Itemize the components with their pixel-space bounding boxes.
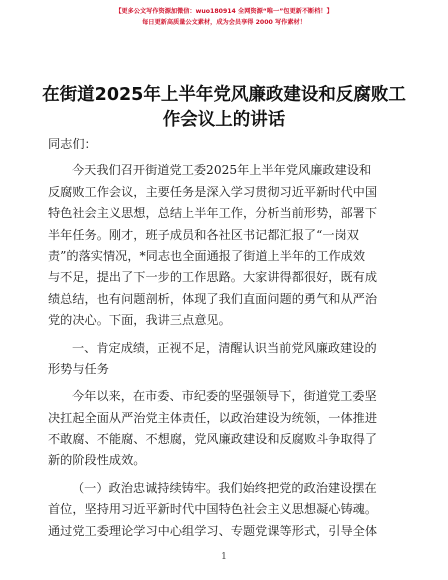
promo-banner-line-2: 每日更新高质量公文素材，成为会员享得 2000 写作素材！ [142,19,306,26]
paragraph-line: 绩总结，也有问题剖析，体现了我们直面问题的勇气和从严治 [48,291,378,306]
paragraph-line: 党的决心。下面，我讲三点意见。 [48,313,231,328]
paragraph-line: 与不足，提出了下一步的工作思路。大家讲得都很好，既有成 [48,270,378,285]
section-heading-line: 一、肯定成绩，正视不足，清醒认识当前党风廉政建设的 [72,340,377,355]
paragraph-line: 特色社会主义思想，总结上半年工作，分析当前形势，部署下 [48,206,378,221]
paragraph-line: 今年以来，在市委、市纪委的坚强领导下，街道党工委坚 [72,389,377,404]
paragraph-line: 今天我们召开街道党工委2025年上半年党风廉政建设和 [72,163,372,178]
paragraph-line: 通过党工委理论学习中心组学习、专题党课等形式，引导全体 [48,523,378,538]
paragraph-line: 首位，坚持用习近平新时代中国特色社会主义思想凝心铸魂。 [48,502,378,517]
section-heading-line: 形势与任务 [48,361,109,376]
paragraph-line: 不敢腐、不能腐、不想腐，党风廉政建设和反腐败斗争取得了 [48,432,378,447]
promo-banner-line-1: 【更多公文写作资源加微信：wuo180914 全网资源“唯一”包更新不断档！】 [115,8,333,15]
document-title [42,83,406,133]
paragraph-line: 决扛起全面从严治党主体责任，以政治建设为统领，一体推进 [48,410,378,425]
paragraph-line: （一）政治忠诚持续铸牢。我们始终把党的政治建设摆在 [72,480,377,495]
paragraph-line: 半年任务。刚才，班子成员和各社区书记都汇报了“一岗双 [48,227,359,242]
document-body [48,134,408,542]
title-line-2: 作会议上的讲话 [162,110,286,130]
page-number: 1 [221,552,227,562]
salutation: 同志们： [48,137,97,151]
promo-banner [0,6,448,28]
paragraph-line: 新的阶段性成效。 [48,453,146,468]
paragraph-line: 反腐败工作会议，主要任务是深入学习贯彻习近平新时代中国 [48,184,378,199]
paragraph-line: 责”的落实情况，*同志也全面通报了街道上半年的工作成效 [48,248,366,263]
title-line-1: 在街道2025年上半年党风廉政建设和反腐败工 [42,85,406,105]
